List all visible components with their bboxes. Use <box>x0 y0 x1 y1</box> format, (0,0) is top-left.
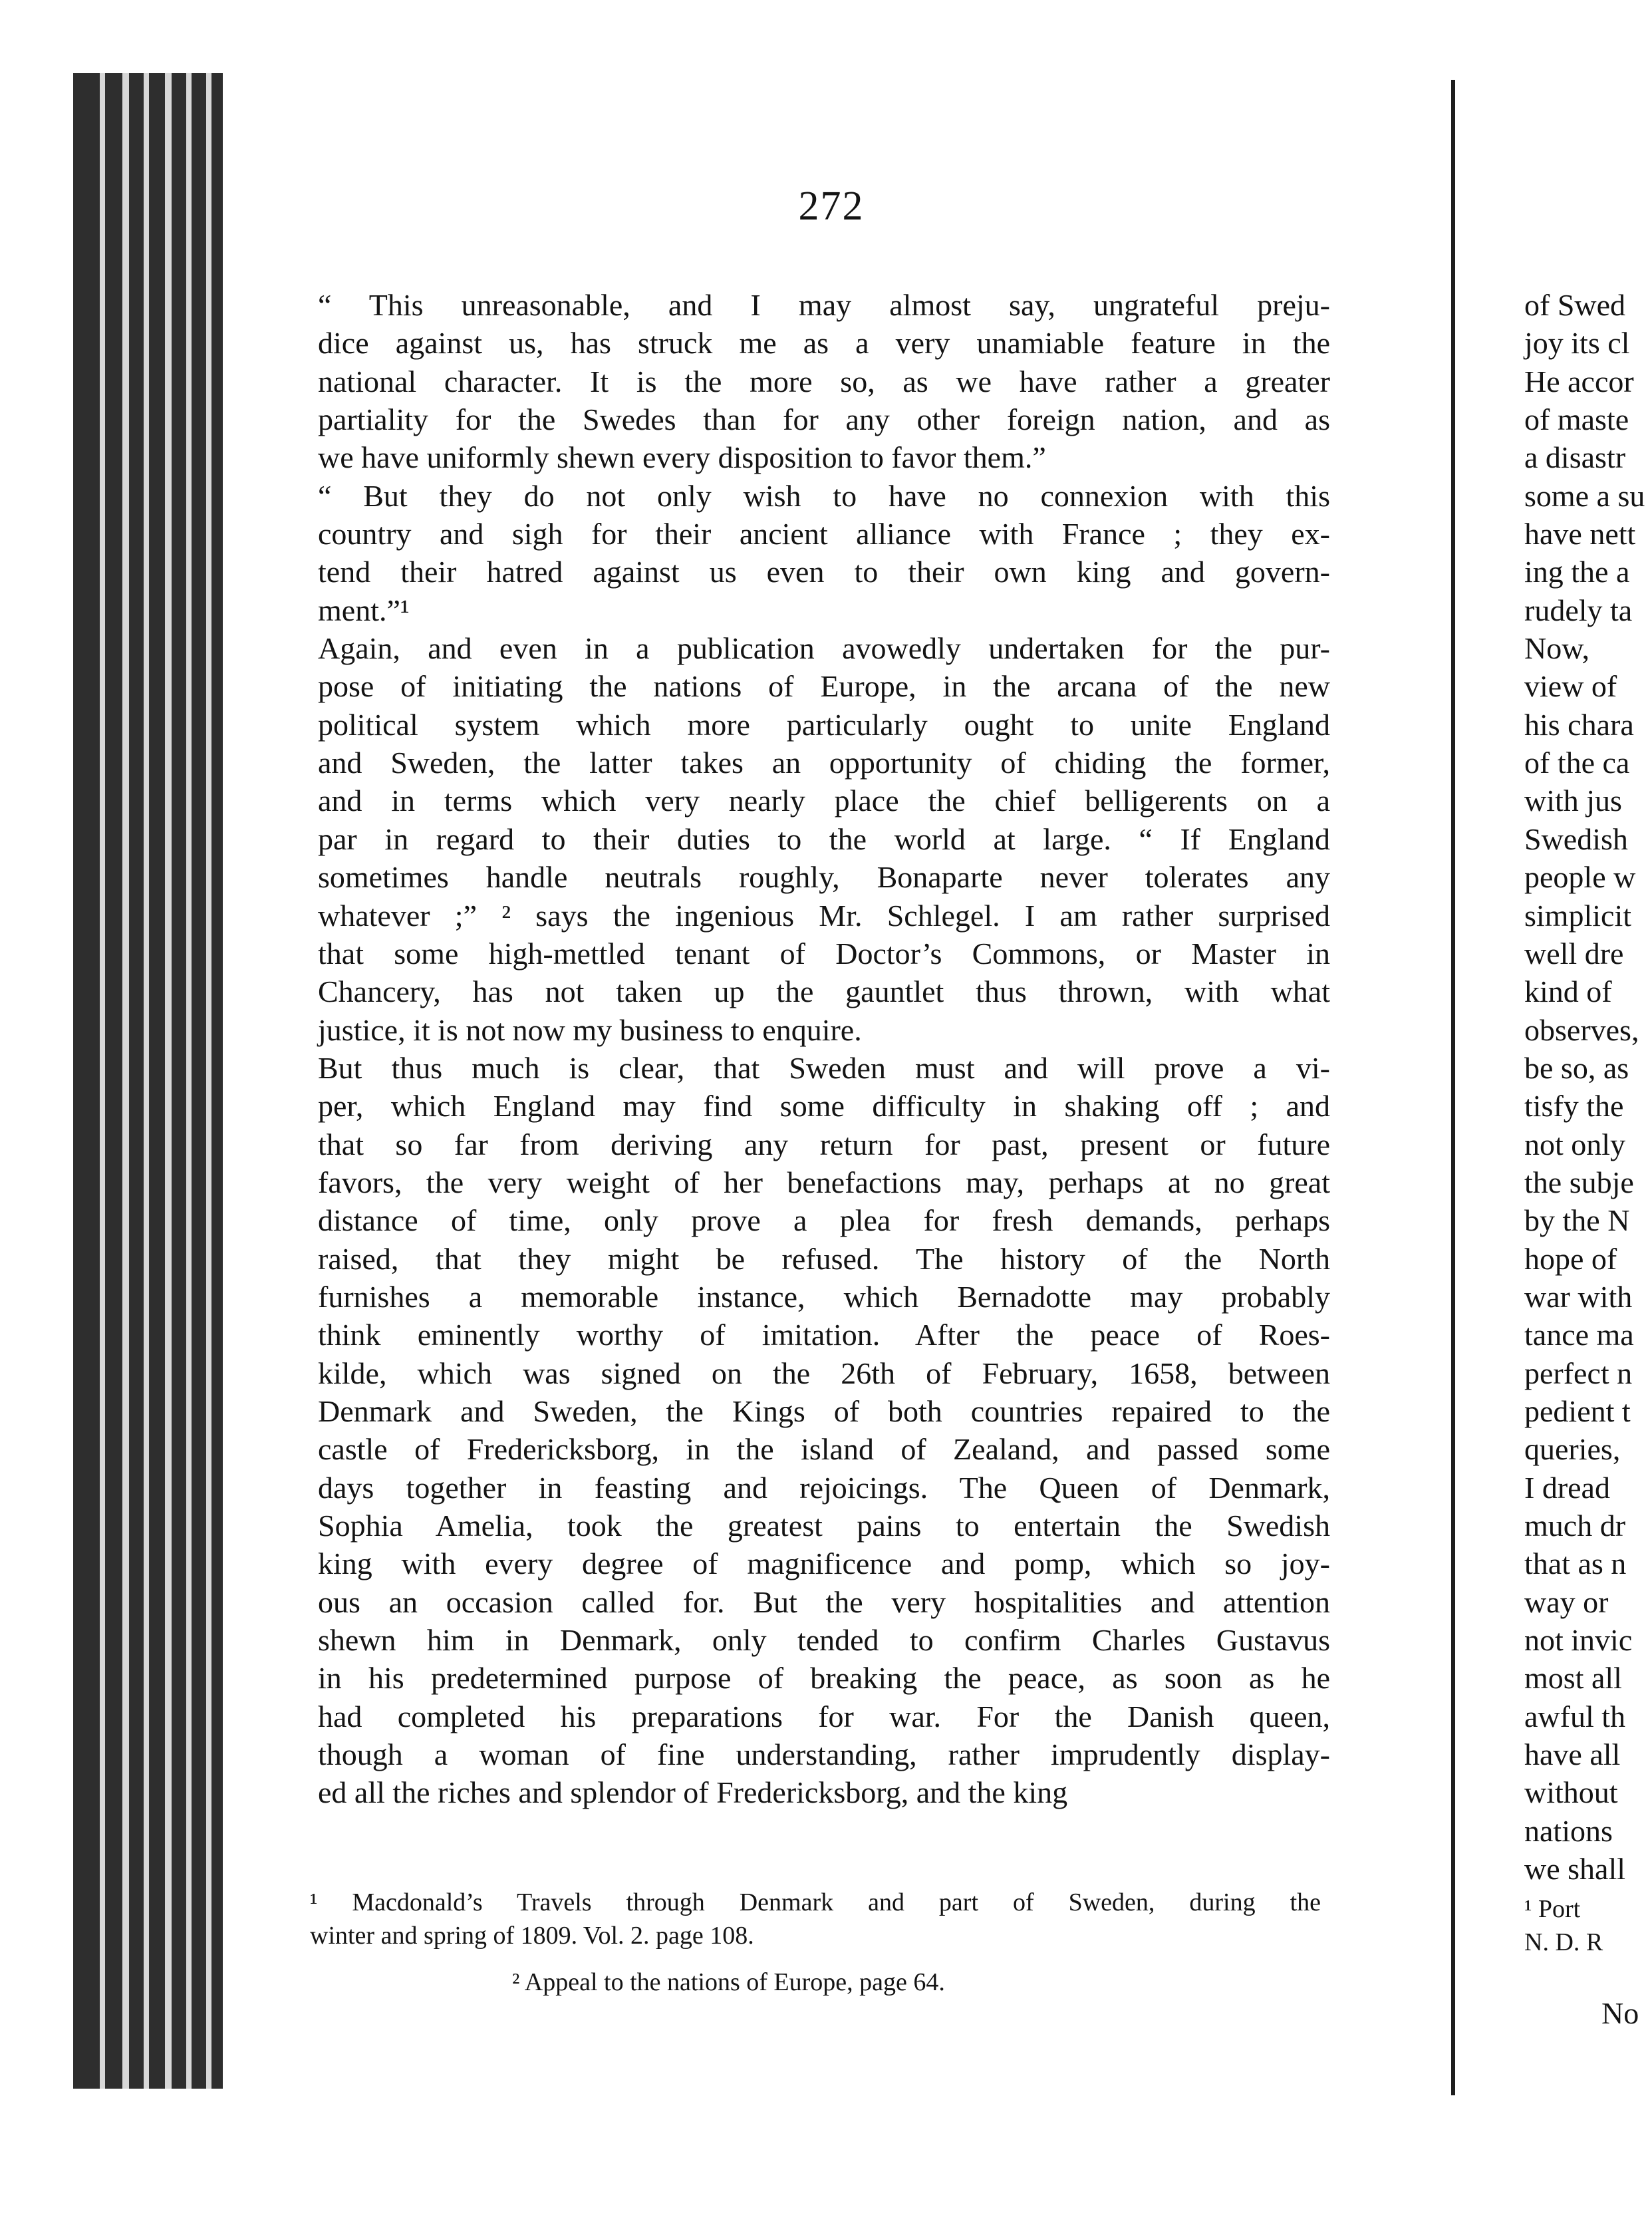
footnote-2: ² Appeal to the nations of Europe, page 64. <box>512 1968 945 1996</box>
text-line: be so, as <box>1524 1050 1629 1085</box>
text-line: raised, that they might be refused. The history of the North <box>318 1241 1330 1276</box>
text-line: we shall <box>1524 1852 1626 1886</box>
text-line: nations <box>1524 1813 1613 1848</box>
main-text-block <box>318 286 1330 1812</box>
footnote-1 <box>310 1886 1321 1952</box>
text-line: that some high-mettled tenant of Doctor’s Commons, or Master in <box>318 936 1330 970</box>
text-line: kilde, which was signed on the 26th of February, 1658, between <box>318 1356 1330 1390</box>
text-line: political system which more particularly ought to unite England <box>318 707 1330 742</box>
text-line: Sophia Amelia, took the greatest pains to entertain the Swedish <box>318 1509 1330 1543</box>
text-line: tend their hatred against us even to their own king and govern- <box>318 555 1330 589</box>
text-line: by the N <box>1524 1203 1630 1238</box>
text-line: castle of Fredericksborg, in the island of Zealand, and passed some <box>318 1432 1330 1467</box>
text-line: partiality for the Swedes than for any other foreign nation, and as <box>318 402 1330 437</box>
text-line: simplicit <box>1524 898 1631 933</box>
text-line: perfect n <box>1524 1356 1633 1390</box>
text-line: winter and spring of 1809. Vol. 2. page 108. <box>310 1922 754 1950</box>
text-line: whatever ;” ² says the ingenious Mr. Schlegel. I am rather surprised <box>318 898 1330 933</box>
text-line: not only <box>1524 1127 1626 1161</box>
text-line: sometimes handle neutrals roughly, Bonaparte never tolerates any <box>318 860 1330 895</box>
text-line: justice, it is not now my business to enquire. <box>318 1012 862 1047</box>
text-line: though a woman of fine understanding, rather imprudently display- <box>318 1737 1330 1772</box>
text-line: distance of time, only prove a plea for fresh demands, perhaps <box>318 1203 1330 1238</box>
text-line: kind of <box>1524 974 1612 1009</box>
text-line: Now, <box>1524 631 1589 666</box>
text-line: that as n <box>1524 1547 1627 1581</box>
text-line: not invic <box>1524 1623 1633 1658</box>
text-line: without <box>1524 1775 1618 1810</box>
text-line: dice against us, has struck me as a very unamiable feature in the <box>318 326 1330 361</box>
text-line: had completed his preparations for war. For the Danish queen, <box>318 1699 1330 1733</box>
text-line: But thus much is clear, that Sweden must and will prove a vi- <box>318 1050 1330 1085</box>
page-number: 272 <box>798 184 865 229</box>
text-line: think eminently worthy of imitation. After the peace of Roes- <box>318 1318 1330 1352</box>
right-page-bottom-fragment: No <box>1601 1996 1639 2030</box>
right-page-footnote-fragment <box>1524 1892 1652 1959</box>
text-line: have all <box>1524 1737 1621 1772</box>
text-line: queries, <box>1524 1432 1621 1467</box>
text-line: hope of <box>1524 1241 1617 1276</box>
text-line: of the ca <box>1524 746 1630 780</box>
text-line: Chancery, has not taken up the gauntlet thus thrown, with what <box>318 974 1330 1009</box>
text-line: ing the a <box>1524 555 1630 589</box>
text-line: Denmark and Sweden, the Kings of both countries repaired to the <box>318 1394 1330 1428</box>
text-line: furnishes a memorable instance, which Bernadotte may probably <box>318 1279 1330 1314</box>
text-line: per, which England may find some difficulty in shaking off ; and <box>318 1089 1330 1123</box>
text-line: Swedish <box>1524 821 1628 856</box>
book-page-edges <box>73 73 223 2089</box>
text-line: ¹ Port <box>1524 1895 1581 1923</box>
text-line: favors, the very weight of her benefactions may, perhaps at no great <box>318 1165 1330 1199</box>
text-line: ous an occasion called for. But the very hospitalities and attention <box>318 1584 1330 1619</box>
text-line: shewn him in Denmark, only tended to confirm Charles Gustavus <box>318 1623 1330 1658</box>
text-line: I dread <box>1524 1470 1610 1505</box>
text-line: national character. It is the more so, as we have rather a greater <box>318 364 1330 398</box>
text-line: ment.”¹ <box>318 593 410 627</box>
text-line: ed all the riches and splendor of Fredericksborg, and the king <box>318 1775 1068 1810</box>
text-line: days together in feasting and rejoicings. The Queen of Denmark, <box>318 1470 1330 1505</box>
text-line: awful th <box>1524 1699 1626 1733</box>
text-line: observes, <box>1524 1012 1639 1047</box>
text-line: war with <box>1524 1279 1633 1314</box>
gutter-line <box>1451 80 1455 2095</box>
text-line: pedient t <box>1524 1394 1631 1428</box>
text-line: with jus <box>1524 784 1622 818</box>
text-line: Again, and even in a publication avowedly undertaken for the pur- <box>318 631 1330 666</box>
text-line: a disastr <box>1524 440 1626 475</box>
text-line: pose of initiating the nations of Europe, in the arcana of the new <box>318 669 1330 704</box>
text-line: some a su <box>1524 478 1645 513</box>
text-line: we have uniformly shewn every disposition to favor them.” <box>318 440 1046 475</box>
text-line: “ This unreasonable, and I may almost say, ungrateful preju- <box>318 288 1330 322</box>
text-line: ¹ Macdonald’s Travels through Denmark and part of Sweden, during the <box>310 1888 1321 1916</box>
text-line: of Swed <box>1524 288 1626 322</box>
text-line: N. D. R <box>1524 1928 1603 1956</box>
right-page-fragment <box>1524 286 1652 1888</box>
text-line: that so far from deriving any return for past, present or future <box>318 1127 1330 1161</box>
text-line: and Sweden, the latter takes an opportunity of chiding the former, <box>318 746 1330 780</box>
text-line: have nett <box>1524 517 1636 551</box>
text-line: king with every degree of magnificence and pomp, which so joy- <box>318 1547 1330 1581</box>
text-line: “ But they do not only wish to have no connexion with this <box>318 478 1330 513</box>
text-line: par in regard to their duties to the world at large. “ If England <box>318 821 1330 856</box>
text-line: view of <box>1524 669 1617 704</box>
text-line: country and sigh for their ancient alliance with France ; they ex- <box>318 517 1330 551</box>
text-line: of maste <box>1524 402 1629 437</box>
text-line: way or <box>1524 1584 1609 1619</box>
text-line: well dre <box>1524 936 1624 970</box>
text-line: people w <box>1524 860 1636 895</box>
text-line: most all <box>1524 1661 1622 1696</box>
text-line: rudely ta <box>1524 593 1633 627</box>
text-line: in his predetermined purpose of breaking the peace, as soon as he <box>318 1661 1330 1696</box>
text-line: his chara <box>1524 707 1634 742</box>
text-line: the subje <box>1524 1165 1634 1199</box>
text-line: tance ma <box>1524 1318 1634 1352</box>
text-line: joy its cl <box>1524 326 1630 361</box>
text-line: and in terms which very nearly place the chief belligerents on a <box>318 784 1330 818</box>
text-line: tisfy the <box>1524 1089 1624 1123</box>
text-line: He accor <box>1524 364 1634 398</box>
text-line: much dr <box>1524 1509 1626 1543</box>
